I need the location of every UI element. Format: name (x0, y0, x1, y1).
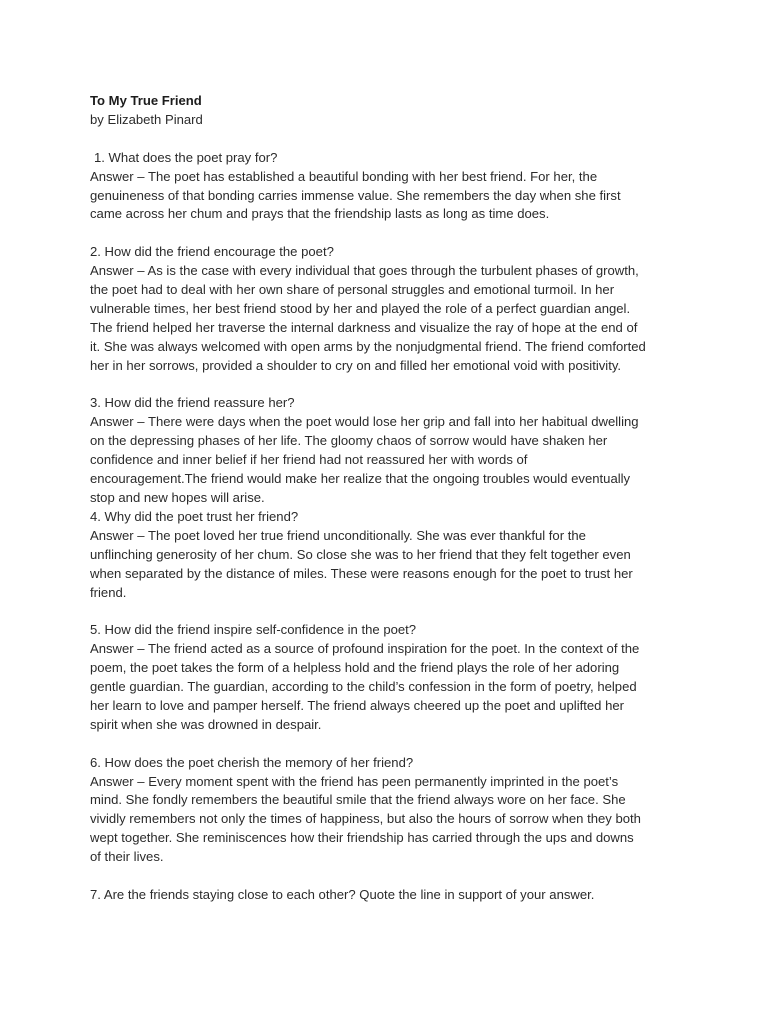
question-7: 7. Are the friends staying close to each other? Quote the line in support of your answer. (90, 886, 595, 902)
question-1: 1. What does the poet pray for? (94, 149, 278, 165)
answer-6-line: vividly remembers not only the times of happiness, but also the hours of sorrow when they both (90, 811, 641, 827)
answer-1-line: came across her chum and prays that the friendship lasts as long as time does. (90, 206, 550, 222)
answer-5-line: poem, the poet takes the form of a helpless hold and the friend plays the role of her adoring (90, 660, 620, 676)
spacer (90, 602, 690, 621)
spacer (90, 867, 690, 886)
question-4: 4. Why did the poet trust her friend? (90, 508, 299, 524)
answer-2-line: The friend helped her traverse the internal darkness and visualize the ray of hope at the end of (90, 319, 638, 335)
answer-2-line: Answer – As is the case with every individual that goes through the turbulent phases of growth, (90, 263, 639, 279)
answer-3-line: stop and new hopes will arise. (90, 489, 265, 505)
answer-4-line: unflinching generosity of her chum. So close she was to her friend that they felt together even (90, 546, 631, 562)
answer-2-line: the poet had to deal with her own share of personal struggles and emotional turmoil. In her (90, 282, 615, 298)
answer-6-line: Answer – Every moment spent with the friend has peen permanently imprinted in the poet’s (90, 773, 619, 789)
answer-4-line: friend. (90, 584, 127, 600)
answer-3-line: confidence and inner belief if her friend had not reassured her with words of (90, 452, 528, 468)
answer-2-line: her in her sorrows, provided a shoulder to cry on and filled her emotional void with positivity. (90, 357, 622, 373)
answer-4-line: when separated by the distance of miles. These were reasons enough for the poet to trust her (90, 565, 633, 581)
spacer (90, 735, 690, 754)
question-5: 5. How did the friend inspire self-confidence in the poet? (90, 622, 417, 638)
question-3: 3. How did the friend reassure her? (90, 395, 295, 411)
answer-4-line: Answer – The poet loved her true friend unconditionally. She was ever thankful for the (90, 527, 586, 543)
document-body (90, 92, 690, 905)
answer-1-line: Answer – The poet has established a beautiful bonding with her best friend. For her, the (90, 168, 598, 184)
answer-2-line: vulnerable times, her best friend stood by her and played the role of a perfect guardian angel. (90, 300, 631, 316)
spacer (90, 224, 690, 243)
answer-5-line: gentle guardian. The guardian, according to the child’s confession in the form of poetry, helped (90, 679, 637, 695)
answer-5-line: Answer – The friend acted as a source of profound inspiration for the poet. In the context of the (90, 641, 640, 657)
question-2: 2. How did the friend encourage the poet? (90, 244, 334, 260)
document-title: To My True Friend (90, 93, 202, 108)
answer-6-line: mind. She fondly remembers the beautiful smile that the friend always wore on her face. She (90, 792, 626, 808)
answer-3-line: on the depressing phases of her life. The gloomy chaos of sorrow would have shaken her (90, 433, 608, 449)
answer-5-line: spirit when she was drowned in despair. (90, 716, 322, 732)
answer-1-line: genuineness of that bonding carries immense value. She remembers the day when she first (90, 187, 621, 203)
question-6: 6. How does the poet cherish the memory of her friend? (90, 754, 414, 770)
answer-6-line: of their lives. (90, 849, 164, 865)
spacer (90, 376, 690, 395)
answer-6-line: wept together. She reminiscences how their friendship has carried through the ups and downs (90, 830, 634, 846)
spacer (90, 130, 690, 149)
answer-5-line: her learn to love and pamper herself. The friend always cheered up the poet and uplifted her (90, 697, 625, 713)
answer-3-line: Answer – There were days when the poet would lose her grip and fall into her habitual dwelling (90, 414, 639, 430)
answer-3-line: encouragement.The friend would make her realize that the ongoing troubles would eventually (90, 471, 631, 487)
answer-2-line: it. She was always welcomed with open arms by the nonjudgmental friend. The friend comforted (90, 338, 646, 354)
document-author: by Elizabeth Pinard (90, 111, 203, 127)
